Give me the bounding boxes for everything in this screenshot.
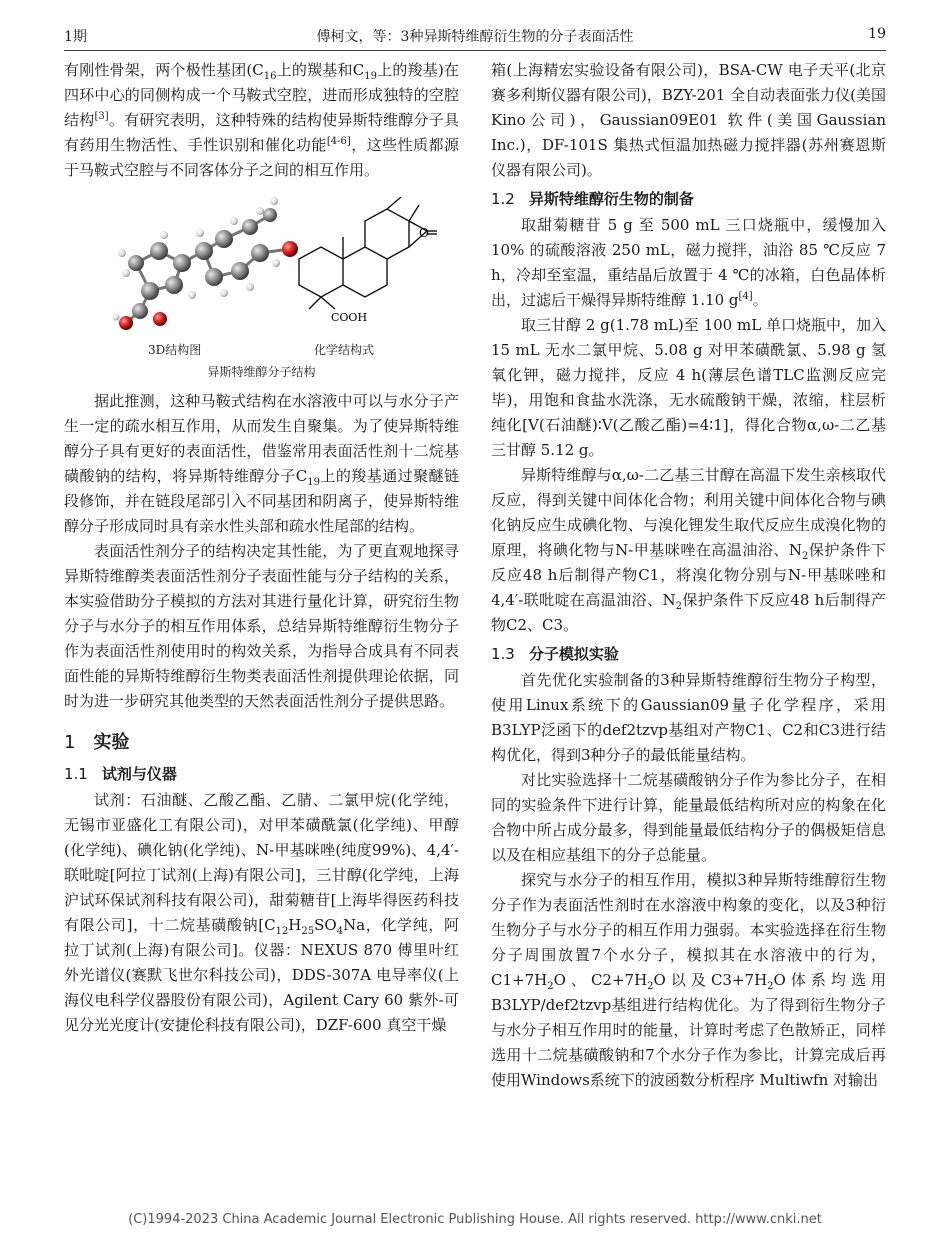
carbon-atom [205,268,223,286]
paragraph: 据此推测，这种马鞍式结构在水溶液中可以与水分子产生一定的疏水相互作用，从而发生自聚集。为了使异斯特维醇分子具有更好的表面活性，借鉴常用表面活性剂十二烷基磺酸钠的结构，将异斯特维醇分子$C_{19}$上的羧基通过聚醚链段修饰，并在链段尾部引入不同基团和阴离子，使异斯特维醇分子形成同时具有亲水性头部和疏水性尾部的结构。 [64,392,459,535]
hydrogen-atom [270,197,278,205]
hydrogen-atom [118,249,126,257]
paragraph: 取甜菊糖苷 5 g 至 500 mL 三口烧瓶中，缓慢加入 10% 的硫酸溶液 250 mL，磁力搅拌，油浴 85 ℃反应 7 h，冷却至室温，重结晶后放置于 4 ℃的冰箱，白色晶体析出，过滤后干燥得异斯特维醇 1.10 g[4]。 [491,216,886,309]
intro-paragraph: 有刚性骨架，两个极性基团($C_{16}$上的羰基和$C_{19}$上的羧基)在四环中心的同侧构成一个马鞍式空腔，进而形成独特的空腔结构[3]。有研究表明，这种特殊的结构使异斯特维醇分子具有药用生物活性、手性识别和催化功能[4-6]，这些性质都源于马鞍式空腔与不同客体分子之间的相互作用。 [64,61,460,179]
subsection-heading: 1.1 试剂与仪器 [64,765,177,783]
carbon-atom [242,219,258,235]
journal-issue: 1期 [64,29,87,45]
right-column [491,58,886,1093]
carbon-atom [215,230,233,248]
subsection-heading: 1.3 分子模拟实验 [491,645,619,663]
carbon-atom [128,255,144,271]
carbon-atom [132,303,148,319]
paragraph: 对比实验选择十二烷基磺酸钠分子作为参比分子，在相同的实验条件下进行计算，能量最低结构所对应的构象在化合物中所占成分最多，得到能量最低结构分子的偶极矩信息以及在相应基组下的分子总能量。 [491,771,886,864]
chemical-structure-formula [279,197,439,327]
molecule-figure [64,191,459,383]
carbon-atom [263,208,277,222]
subsection-heading: 1.2 异斯特维醇衍生物的制备 [491,190,694,208]
hydrogen-atom [160,231,168,239]
paragraph: 探究与水分子的相互作用，模拟3种异斯特维醇衍生物分子作为表面活性剂时在水溶液中构象的变化，以及3种衍生物分子与水分子的相互作用力强弱。本实验选择在衍生物分子周围放置7个水分子，模拟其在水溶液中的行为，$C1+7H_2O$、$C2+7H_2O$以及$C3+7H_2O$体系均选用B3LYP/def2tzvp基组进行结构优化。为了得到衍生物分子与水分子相互作用时的能量，计算时考虑了色散矫正，同样选用十二烷基磺酸钠和7个水分子作为参比，计算完成后再使用Windows系统下的波函数分析程序 Multiwfn 对输出 [491,871,886,1089]
citation: [4] [738,291,753,302]
hydrogen-atom [188,291,196,299]
hydrogen-atom [113,314,120,321]
hydrogen-atom [220,289,228,297]
hydrogen-atom [246,283,254,291]
paragraph: 首先优化实验制备的3种异斯特维醇衍生物分子构型，使用Linux系统下的Gaussian09量子化学程序，采用B3LYP泛函下的def2tzvp基组对产物C1、C2和C3进行结构优化，得到3种分子的最低能量结构。 [491,671,886,764]
hydrogen-atom [122,269,130,277]
left-column [64,58,459,1038]
citation: [3] [94,111,109,122]
carbon-atom [141,282,159,300]
paragraph: 箱(上海精宏实验设备有限公司)，BSA-CW 电子天平(北京赛多利斯仪器有限公司)，BZY-201 全自动表面张力仪(美国Kino公司)，Gaussian09E01 软件(美国Gaussian Inc.)，DF-101S 集热式恒温加热磁力搅拌器(苏州赛恩斯仪器有限公司)。 [491,61,886,179]
oxygen-atom [119,316,133,330]
figure-label-3d: 3D结构图 [148,343,202,357]
carbon-atom [150,242,168,260]
hydrogen-atom [230,217,238,225]
figure-label-formula: 化学结构式 [314,343,375,357]
carboxyl-group-label: COOH [331,311,368,324]
figure-caption: 异斯特维醇分子结构 [207,365,316,379]
carbonyl-oxygen-label: O [419,226,429,240]
paragraph: 取三甘醇 2 g(1.78 mL)至 100 mL 单口烧瓶中，加入 15 mL 无水二氯甲烷、5.08 g 对甲苯磺酰氯、5.98 g 氢氧化钾，磁力搅拌，反应 4 h(薄层色谱TLC监测反应完毕)，用饱和食盐水洗涤，无水硫酸钠干燥，浓缩，柱层析纯化[V(石油醚)∶V(乙酸乙酯)=4∶1]，得化合物α,ω-二乙基三甘醇 5.12 g。 [491,316,886,459]
paragraph-reagents: 试剂：石油醚、乙酸乙酯、乙腈、二氯甲烷(化学纯，无锡市亚盛化工有限公司)，对甲苯磺酰氯(化学纯)、甲醇(化学纯)、碘化钠(化学纯)、N-甲基咪唑(纯度99%)、4,4′-联吡啶[阿拉丁试剂(上海)有限公司]，三甘醇(化学纯，上海沪试环保试剂科技有限公司)，甜菊糖苷[上海毕得医药科技有限公司]，十二烷基磺酸钠[$C_{12}H_{25}SO_4Na$，化学纯，阿拉丁试剂(上海)有限公司]。仪器：NEXUS 870 傅里叶红外光谱仪(赛默飞世尔科技公司)，DDS-307A 电导率仪(上海仪电科学仪器股份有限公司)，Agilent Cary 60 紫外-可见分光光度计(安捷伦科技有限公司)，DZF-600 真空干燥 [64,791,459,1034]
carbon-atom [231,262,249,280]
page-number: 19 [868,26,886,42]
paragraph: 表面活性剂分子的结构决定其性能，为了更直观地探寻异斯特维醇类表面活性剂分子表面性能与分子结构的关系，本实验借助分子模拟的方法对其进行量化计算，研究衍生物分子与水分子的相互作用体系，总结异斯特维醇衍生物分子作为表面活性剂使用时的构效关系，为指导合成具有不同表面性能的异斯特维醇衍生物类表面活性剂提供理论依据，同时为进一步研究其他类型的天然表面活性剂分子提供思路。 [64,542,459,710]
page-header [64,24,886,51]
running-title: 傅柯文，等：3种异斯特维醇衍生物的分子表面活性 [316,29,634,45]
section-heading: 1 实验 [64,732,130,753]
citation: [4-6] [326,136,351,147]
carbon-atom [165,276,183,294]
oxygen-atom [153,312,167,326]
copyright-footer: (C)1994-2023 China Academic Journal Electronic Publishing House. All rights reserved. http://www.cnki.net [128,1212,822,1227]
hydrogen-atom [196,229,204,237]
carbon-atom [251,244,269,262]
carbon-atom [173,254,191,272]
carbon-atom [195,242,213,260]
paragraph: 异斯特维醇与α,ω-二乙基三甘醇在高温下发生亲核取代反应，得到关键中间体化合物；利用关键中间体化合物与碘化钠反应生成碘化物、与溴化锂发生取代反应生成溴化物的原理，将碘化物与N-甲基咪唑在高温油浴、$N_2$保护条件下反应48 h后制得产物C1，将溴化物分别与N-甲基咪唑和4,4′-联吡啶在高温油浴、$N_2$保护条件下反应48 h后制得产物C2、C3。 [491,466,886,634]
hydrogen-atom [256,207,264,215]
